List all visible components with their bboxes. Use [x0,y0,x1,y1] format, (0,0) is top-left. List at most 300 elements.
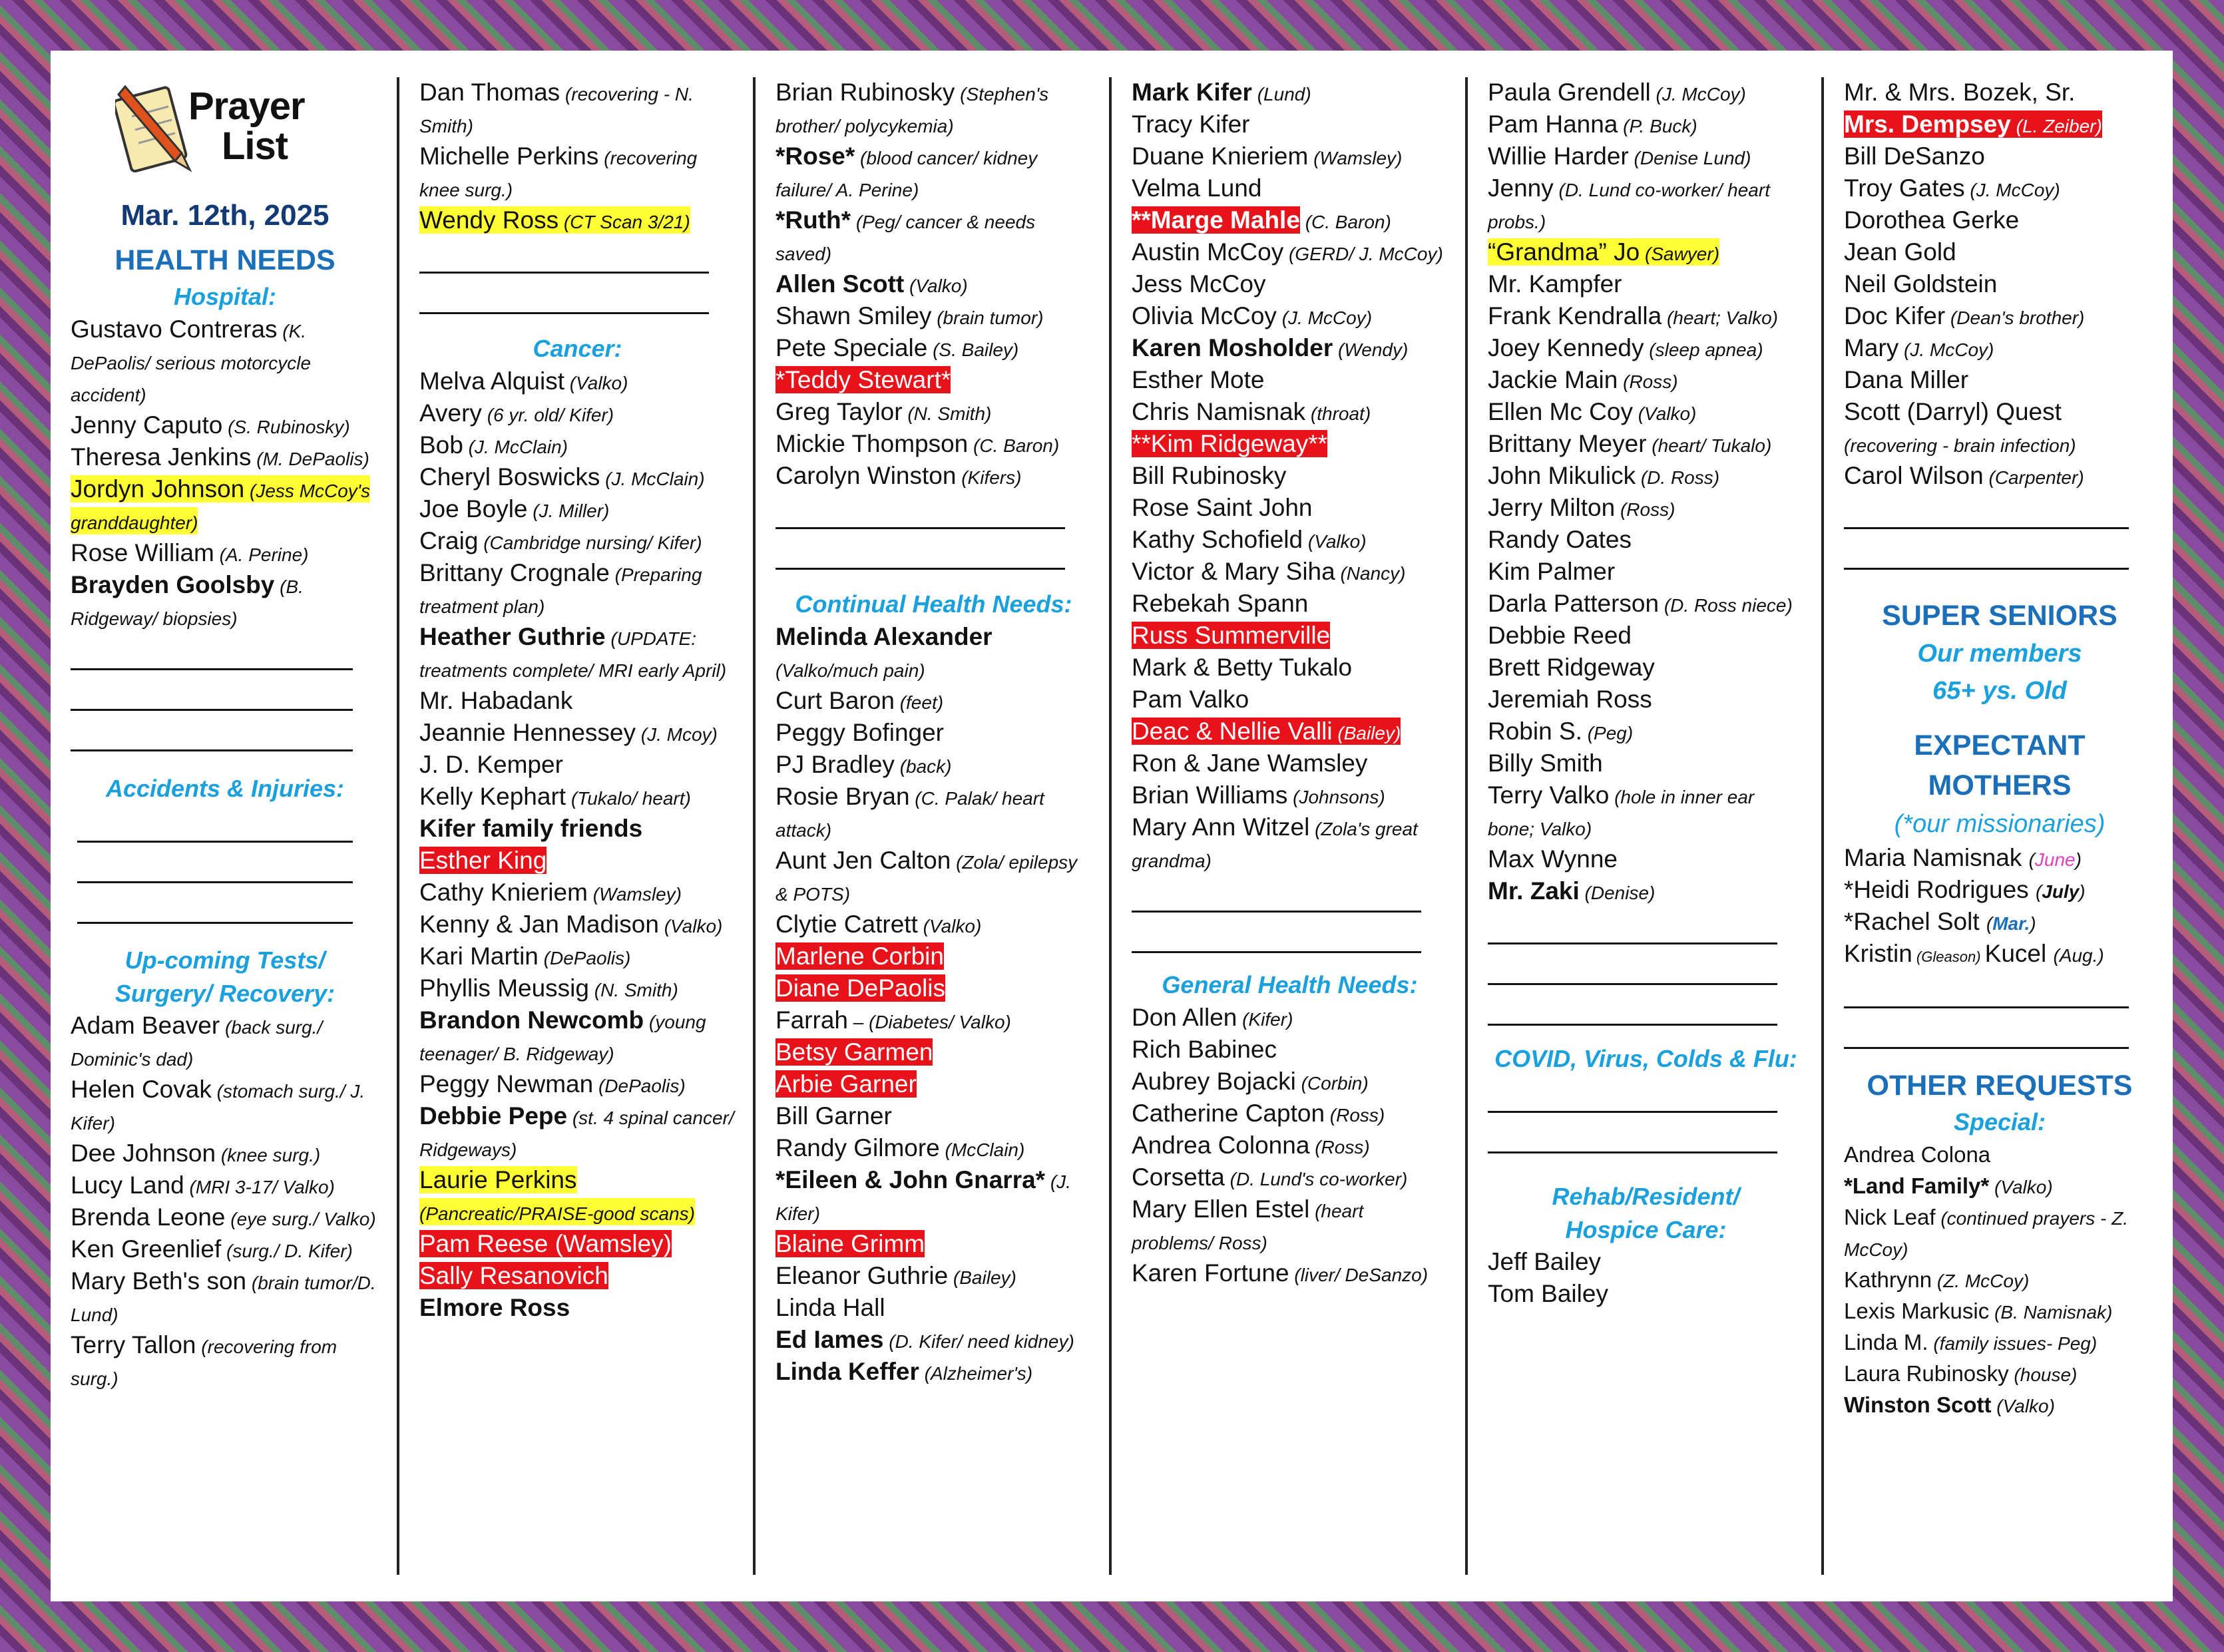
covid-heading: COVID, Virus, Colds & Flu: [1494,1045,1797,1072]
rehab-heading-2: Hospice Care: [1565,1216,1727,1243]
entry-name: Ellen Mc Coy [1488,398,1633,425]
prayer-entry [1844,1296,2155,1327]
entry-note: (J. McCoy) [1276,308,1373,328]
prayer-entry [71,410,379,442]
entry-note: (A. Perine) [214,544,309,565]
entry-name: Randy Gilmore [776,1134,940,1161]
prayer-entry [1488,141,1804,173]
prayer-entry [776,1261,1092,1293]
entry-note: (Nancy) [1335,563,1406,584]
entry-name: Linda M. [1844,1330,1928,1354]
prayer-entry [1488,429,1804,461]
entry-note: (C. Baron) [968,435,1060,456]
entry-note: (continued prayers - Z. McCoy) [1844,1208,2129,1260]
entry-note: (Kifers) [956,467,1022,488]
prayer-entry [1488,876,1804,908]
prayer-entry [1132,684,1448,716]
prayer-entry [71,442,379,474]
entry-name: Ed Iames [776,1326,884,1353]
entry-name: Brittany Crognale [419,559,610,586]
entry-name: John Mikulick [1488,462,1636,489]
entry-name: Mr. Zaki [1488,877,1580,905]
entry-note: (GERD/ J. McCoy) [1283,244,1443,264]
entry-name: Rose Saint John [1132,494,1313,521]
prayer-entry [776,909,1092,941]
prayer-entry [776,205,1092,269]
prayer-entry [419,718,736,749]
entry-name: Shawn Smiley [776,302,932,329]
prayer-entry [419,398,736,430]
notepad-pencil-icon [115,80,195,180]
entry-note: (B. Ridgeway/ biopsies) [71,576,304,629]
entry-name: Jeff Bailey [1488,1248,1602,1275]
entry-name: Peggy Bofinger [776,719,945,746]
entry-name: Doc Kifer [1844,302,1946,329]
entry-note: (6 yr. old/ Kifer) [481,405,614,425]
entry-note: (Zola/ epilepsy & POTS) [776,852,1078,905]
entry-name: *Land Family* [1844,1173,1990,1198]
entry-name: Nick Leaf [1844,1205,1936,1229]
blank-line [1844,533,2129,570]
entry-note: (Tukalo/ heart) [566,788,691,809]
entry-note: (K. DePaolis/ serious motorcycle accident) [71,321,312,405]
entry-note: (Wamsley) [1308,148,1403,168]
general-heading: General Health Needs: [1162,971,1418,998]
prayer-entry [776,333,1092,365]
prayer-entry [1844,77,2155,109]
blank-line [71,674,353,711]
prayer-entry [419,749,736,781]
entry-note: (C. Palak/ heart attack) [776,788,1044,841]
blank-line [776,533,1065,570]
entry-note: (blood cancer/ kidney failure/ A. Perine) [776,148,1038,200]
prayer-entry [419,877,736,909]
list-date: Mar. 12th, 2025 [120,199,330,232]
prayer-entry [1844,397,2155,461]
entry-note: (P. Buck) [1618,116,1697,136]
entry-name: Jerry Milton [1488,494,1616,521]
entry-name: Craig [419,527,479,554]
entry-name: Laura Rubinosky [1844,1361,2009,1386]
prayer-entry [1132,205,1448,237]
entry-note: (S. Bailey) [927,339,1019,360]
entry-name: Mr. Kampfer [1488,270,1622,298]
entry-note: (D. Lund's co-worker) [1224,1169,1408,1189]
mother-surname: Kucel [1984,940,2047,967]
expectant-mother-entry: *Rachel Solt (Mar.) [1844,908,2036,935]
entry-name: Scott (Darryl) Quest [1844,398,2062,425]
prayer-entry [1488,109,1804,141]
prayer-entry [419,526,736,558]
prayer-entry [1488,333,1804,365]
prayer-entry [1132,1034,1448,1066]
entry-name: Brian Williams [1132,781,1288,809]
entry-name: Blaine Grimm [776,1230,925,1257]
entry-note: (eye surg./ Valko) [225,1209,376,1229]
prayer-entry [1132,237,1448,269]
entry-name: Brandon Newcomb [419,1006,644,1034]
entry-note: (Wendy) [1333,339,1409,360]
entry-name: Avery [419,399,482,427]
continual-heading: Continual Health Needs: [795,590,1072,618]
entry-note: (Valko/much pain) [776,660,925,681]
entry-note: (Jess McCoy's granddaughter) [71,481,371,533]
entry-note: (Denise) [1579,883,1656,903]
continual-list [776,622,1092,1388]
prayer-entry [776,1356,1092,1388]
prayer-entry [776,301,1092,333]
entry-note: – (Diabetes/ Valko) [847,1012,1011,1032]
entry-note: (Valko) [564,373,628,393]
age-label: 65+ ys. Old [1932,677,2067,705]
entry-name: Duane Knieriem [1132,142,1309,170]
prayer-entry [1844,109,2155,141]
blank-line [1132,917,1421,953]
prayer-entry [1844,141,2155,173]
expectant-heading-2: MOTHERS [1928,769,2072,801]
entry-name: Carol Wilson [1844,462,1984,489]
prayer-entry [71,1234,379,1266]
prayer-entry [776,1005,1092,1037]
general-list [1132,1002,1448,1290]
blank-line [1844,972,2129,1008]
prayer-entry [1488,1247,1804,1279]
prayer-entry [1488,461,1804,493]
entry-name: Bill DeSanzo [1844,142,1985,170]
entry-note: (Valko) [1303,531,1367,552]
prayer-entry [776,1325,1092,1356]
entry-name: Robin S. [1488,718,1582,745]
entry-name: Aunt Jen Calton [776,847,951,874]
prayer-entry [776,749,1092,781]
blank-line [1488,989,1777,1026]
entry-name: Brian Rubinosky [776,79,955,106]
entry-note: (family issues- Peg) [1928,1333,2098,1354]
entry-note: (J. McClain) [463,437,568,457]
prayer-entry [419,1165,736,1229]
entry-note: (C. Baron) [1299,212,1391,232]
entry-note: (back) [894,756,952,777]
prayer-entry [1488,748,1804,780]
prayer-entry [419,205,736,237]
entry-name: Jeannie Hennessey [419,719,636,746]
entry-note: (D. Lund co-worker/ heart probs.) [1488,180,1770,232]
prayer-entry [419,1229,736,1261]
entry-name: Debbie Reed [1488,622,1632,649]
entry-name: **Marge Mahle [1132,206,1300,234]
entry-name: Peggy Newman [419,1070,594,1098]
upcoming-list [71,1010,379,1394]
entry-name: Carolyn Winston [776,462,957,489]
entry-name: Mary Ann Witzel [1132,813,1310,841]
prayer-entry [776,1229,1092,1261]
entry-note: (N. Smith) [902,403,992,424]
prayer-entry [1132,1162,1448,1194]
prayer-entry [71,1074,379,1138]
mother-name: *Rachel Solt [1844,908,1980,935]
prayer-entry [1488,684,1804,716]
entry-name: Billy Smith [1488,749,1603,777]
entry-note: (brain tumor/D. Lund) [71,1273,376,1325]
prayer-entry [1844,269,2155,301]
prayer-entry [1132,748,1448,780]
prayer-entry [1132,109,1448,141]
upcoming-heading-1: Up-coming Tests/ [124,946,326,974]
entry-name: Linda Hall [776,1294,885,1321]
prayer-entry [71,1202,379,1234]
prayer-entry [776,429,1092,461]
mother-name: Kristin [1844,940,1912,967]
entry-name: Dee Johnson [71,1139,216,1167]
prayer-entry [1132,141,1448,173]
entry-name: Tracy Kifer [1132,110,1250,138]
mother-name: Maria Namisnak [1844,844,2022,871]
expectant-mother-entry: Kristin (Gleason) Kucel (Aug.) [1844,940,2104,967]
health-needs-heading: HEALTH NEEDS [114,244,335,276]
hospital-list [71,314,379,634]
prayer-entry [1132,652,1448,684]
entry-note: (recovering knee surg.) [419,148,698,200]
entry-note: (recovering from surg.) [71,1337,337,1389]
entry-name: Corsetta [1132,1163,1225,1191]
entry-name: Jean Gold [1844,238,1956,266]
entry-name: Bill Garner [776,1102,892,1130]
prayer-entry [1132,1098,1448,1130]
prayer-entry [419,909,736,941]
entry-name: Debbie Pepe [419,1102,568,1130]
entry-name: Mickie Thompson [776,430,969,457]
entry-note: (Valko) [904,276,968,296]
entry-name: Mary Beth's son [71,1267,247,1295]
entry-name: Terry Valko [1488,781,1610,809]
entry-name: Jackie Main [1488,366,1618,393]
entry-name: Mr. Habadank [419,687,573,714]
entry-name: Brittany Meyer [1488,430,1647,457]
entry-name: “Grandma” Jo [1488,238,1640,266]
missionaries-note: (*our missionaries) [1894,810,2106,838]
entry-name: Tom Bailey [1488,1280,1608,1307]
prayer-entry [1132,716,1448,748]
entry-name: Frank Kendralla [1488,302,1662,329]
prayer-entry [71,1010,379,1074]
prayer-entry [1132,556,1448,588]
entry-name: Melinda Alexander [776,623,993,650]
entry-note: (liver/ DeSanzo) [1289,1265,1429,1285]
blank-line [1488,908,1777,944]
entry-note: (Z. McCoy) [1932,1271,2030,1291]
entry-name: Laurie Perkins [419,1166,577,1193]
upcoming-heading-2: Surgery/ Recovery: [114,980,335,1007]
prayer-entry [1844,1202,2155,1265]
entry-name: Greg Taylor [776,398,903,425]
prayer-entry [776,1101,1092,1133]
prayer-entry [776,845,1092,909]
entry-name: **Kim Ridgeway** [1132,430,1328,457]
prayer-entry [776,973,1092,1005]
entry-note: (Johnsons) [1287,787,1385,807]
entry-name: Clytie Catrett [776,911,918,938]
entry-name: Velma Lund [1132,174,1262,202]
entry-name: Curt Baron [776,687,895,714]
entry-name: Austin McCoy [1132,238,1284,266]
entry-name: Dorothea Gerke [1844,206,2020,234]
other-requests-list [1844,1139,2155,1421]
prayer-entry [419,686,736,718]
prayer-entry [419,813,736,845]
entry-name: Dana Miller [1844,366,1969,393]
prayer-entry [419,1261,736,1293]
prayer-entry [419,141,736,205]
entry-note: (J. McCoy) [1964,180,2060,200]
column-4 [1109,77,1465,1575]
blank-line [71,715,353,751]
super-seniors-heading: SUPER SENIORS [1882,600,2117,632]
entry-note: (Denise Lund) [1628,148,1751,168]
blank-line [77,806,353,843]
our-members-label: Our members [1917,640,2082,668]
prayer-entry [1132,620,1448,652]
prayer-entry [1132,588,1448,620]
entry-name: Kathrynn [1844,1267,1932,1292]
entry-name: Linda Keffer [776,1358,919,1385]
entry-name: Betsy Garmen [776,1038,933,1066]
prayer-entry [1488,780,1804,844]
prayer-entry [1132,524,1448,556]
entry-name: Jeremiah Ross [1488,686,1652,713]
entry-note: (J. Mcoy) [636,724,718,745]
entry-note: (recovering - N. Smith) [419,84,694,136]
column-2-top-list [419,77,736,237]
entry-name: Jenny [1488,174,1554,202]
prayer-entry [419,1101,736,1165]
blank-line [71,634,353,670]
entry-note: (surg./ D. Kifer) [221,1241,353,1261]
prayer-entry [419,1005,736,1069]
entry-note: (Dean's brother) [1945,308,2085,328]
blank-line [1488,1076,1777,1113]
prayer-entry [1132,333,1448,365]
prayer-list-sheet [51,51,2173,1601]
prayer-entry [1488,493,1804,524]
prayer-entry [419,781,736,813]
prayer-entry [1132,173,1448,205]
prayer-entry [1488,588,1804,620]
entry-name: Cathy Knieriem [419,879,588,906]
entry-note: (J. McCoy) [1898,339,1994,360]
prayer-entry [71,570,379,634]
entry-note: (B. Namisnak) [1989,1302,2113,1323]
entry-note: (J. McCoy) [1650,84,1746,104]
entry-name: Russ Summerville [1132,622,1331,649]
prayer-entry [71,314,379,410]
logo-line-2: List [222,124,288,168]
entry-name: Wendy Ross [419,206,559,234]
entry-name: Pam Hanna [1488,110,1618,138]
prayer-entry [1132,429,1448,461]
prayer-entry [1132,1194,1448,1258]
entry-name: Andrea Colona [1844,1142,1991,1167]
entry-name: Willie Harder [1488,142,1629,170]
prayer-entry [1132,1130,1448,1162]
cancer-heading: Cancer: [533,335,622,362]
entry-name: Mrs. Dempsey [1844,110,2011,138]
prayer-entry [1488,301,1804,333]
entry-note: (heart problems/ Ross) [1132,1201,1364,1253]
prayer-entry [1844,205,2155,237]
entry-note: (Carpenter) [1983,467,2084,488]
entry-note: (DePaolis) [538,948,631,968]
prayer-entry [1488,1279,1804,1311]
entry-note: (Valko) [1989,1177,2053,1197]
prayer-entry [1132,1002,1448,1034]
entry-name: Bill Rubinosky [1132,462,1287,489]
prayer-entry [776,77,1092,141]
blank-line [1844,1012,2129,1049]
prayer-entry [419,845,736,877]
entry-name: Lucy Land [71,1171,184,1199]
prayer-entry [419,430,736,462]
entry-note: (Ross) [1309,1137,1370,1157]
entry-name: Brett Ridgeway [1488,654,1655,681]
prayer-entry [71,1266,379,1330]
prayer-entry [1132,1258,1448,1290]
due-month: Mar. [1992,913,2030,934]
prayer-entry [776,1293,1092,1325]
entry-name: Karen Fortune [1132,1259,1289,1287]
entry-name: Kelly Kephart [419,783,566,810]
entry-note: (Ross) [1615,499,1675,520]
prayer-entry [1844,1327,2155,1358]
entry-name: Melva Alquist [419,367,564,395]
prayer-entry [776,1165,1092,1229]
prayer-entry [1132,812,1448,876]
entry-name: Brenda Leone [71,1203,226,1231]
prayer-entry [776,1069,1092,1101]
entry-name: *Rose* [776,142,855,170]
entry-note: (McClain) [939,1139,1025,1160]
prayer-entry [776,686,1092,718]
entry-name: Troy Gates [1844,174,1965,202]
prayer-entry [1488,844,1804,876]
prayer-entry [419,462,736,494]
entry-note: (back surg./ Dominic's dad) [71,1017,323,1070]
entry-name: Arbie Garner [776,1070,917,1098]
entry-name: Andrea Colonna [1132,1132,1310,1159]
expectant-mother-entry: *Heidi Rodrigues (July) [1844,876,2086,903]
entry-name: Don Allen [1132,1004,1237,1031]
blank-line [1488,1117,1777,1153]
blank-line [1132,876,1421,913]
entry-name: Randy Oates [1488,526,1632,553]
entry-name: Winston Scott [1844,1392,1992,1417]
entry-note: (S. Rubinosky) [222,417,350,437]
entry-note: (sleep apnea) [1644,339,1763,360]
prayer-entry [419,77,736,141]
entry-note: (D. Ross niece) [1659,595,1793,616]
column-5 [1465,77,1821,1575]
expectant-heading-1: EXPECTANT [1914,729,2086,761]
blank-line [77,887,353,924]
entry-note: (throat) [1305,403,1371,424]
prayer-list-logo [115,80,335,186]
entry-name: Kathy Schofield [1132,526,1303,553]
entry-name: Allen Scott [776,270,905,298]
entry-name: Bob [419,431,463,459]
entry-name: Cheryl Boswicks [419,463,600,491]
entry-note: (Wamsley) [587,884,682,905]
column-3 [753,77,1109,1575]
entry-name: Brayden Goolsby [71,571,275,598]
